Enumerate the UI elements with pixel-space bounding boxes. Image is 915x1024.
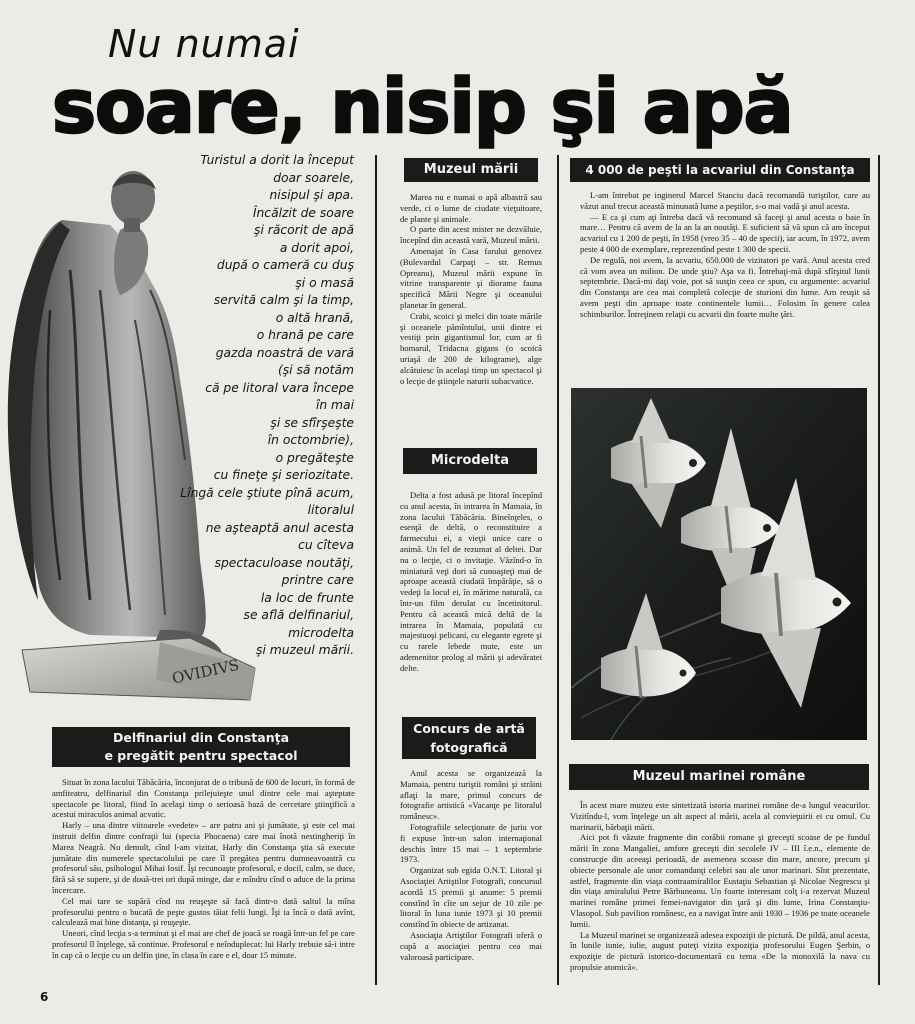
intro-line: şi răcorit de apă (254, 223, 354, 237)
intro-line: cu fineţe şi seriozitate. (213, 468, 354, 482)
intro-line: spectaculoase noutăţi, (214, 555, 354, 570)
paragraph: Amenajat în Casa farului genovez (Bulevardul Carpaţi – str. Remus Opreanu), Muzeul mării expune în vitrine transparente şi diorame fauna specifică Mării Negre şi oceanului planetar în general. (400, 245, 542, 310)
paragraph: În acest mare muzeu este sintetizată istoria marinei române de-a lungul veacurilor. Vizitîndu-l, vom înţelege un alt aspect al mării, acela al convieţuirii ei cu omul. Cu marinarii, bărbaţii mării. (570, 800, 870, 832)
intro-line: microdelta (288, 625, 354, 640)
paragraph: Fotografiile selecţionate de juriu vor fi expuse într-un salon internaţional deschis între 15 mai – 1 septembrie 1973. (400, 821, 542, 865)
column-rule (878, 155, 880, 985)
section-body-concurs (400, 768, 542, 984)
paragraph: Aici pot fi văzute fragmente din corăbii romane şi greceşti scoase de pe fundul mării în zona Mangaliei, amfore greceşti din secolele IV – III î.e.n., elemente de construcţie din aceeaşi perioadă, de asemenea scoase din mare, ancore, precum şi obiecte personale ale unor comandanţi celebri sau ale unor marinari. Sînt prezentate, astfel, fragmente din viaţa contraamiralilor Eustaţiu Sebastian şi Nicolae Negrescu şi din viaţa amiralului Petre Bărbuneanu. Un foarte interesant colţ i-a rezervat Muzeul marinei române primei femei-navigator din ţară şi din lume, Irina Constanţiu-Vlasopol. Sub pavilion românesc, ea a navigat între anii 1930 – 1936 pe toate oceanele lumii. (570, 832, 870, 929)
section-body-muzeul-marii (400, 192, 542, 442)
section-title: Microdelta (430, 453, 509, 468)
paragraph: Delta a fost adusă pe litoral începînd cu anul acesta, în intrarea în Mamaia, în zona lacului Tăbăcăria. Bineînţeles, o esenţă de deltă, o reconstituire a farmecului ei, a vieţii unice care o animă. Un fel de rezumat al deltei. Dar nu o lecţie, ci o invitaţie. Văzînd-o în miniatură veţi dori să cunoaşteţi mai de aproape această ciudată împărăţie, să o vedeţi la locul ei, în mărime naturală, ca într-un film derulat cu încetinitorul. Pentru că această mică deltă de la intrarea în Mamaia, populată cu majestuoşi pelicani, cu elegante egrete şi cu rarele lebede mute, este un ademenitor prolog al mării şi adevăratei delte. (400, 490, 542, 673)
intro-line: doar soarele, (273, 170, 354, 185)
intro-line: a dorit apoi, (279, 240, 354, 255)
intro-line: nisipul şi apa. (269, 188, 354, 202)
section-title: Muzeul marinei române (632, 769, 806, 784)
paragraph: Harly – una dintre viitoarele «vedete» – are patru ani şi jumătate, şi este cel mai instruit delfin dintre confraţii lui (specia Phocaena) care mai înotă nestingheriţi în Marea Neagră. Nu demult, cînd l-am vizitat, Harly din Constanţa ştia să execute jumătate din numerele spectacolului pe care îl pregătea pentru dumneavoastră cu profesorul său, psihologul Mihai Iosif. Îşi recunoaşte profesorul, e docil, calm, se duce, fără să se supere, şi de două-trei ori după minge, dar e mîndru cînd o aduce de la prima încercare. (52, 820, 355, 895)
column-rule (557, 155, 559, 985)
section-heading-concurs (402, 717, 536, 759)
paragraph: Asociaţia Artiştilor Fotografi oferă o cupă a asociaţiei pentru cea mai valoroasă participare. (400, 929, 542, 962)
intro-line: servită calm şi la timp, (213, 293, 354, 307)
section-heading-muzeul-marinei (569, 764, 869, 790)
section-heading-acvariu (570, 158, 870, 182)
intro-line: după o cameră cu duş (216, 258, 354, 272)
paragraph: De regulă, noi avem, la acvariu, 650.000 de vizitatori pe vară. Anul acesta cred că vom avea un milion. De unde ştiu? Aşa va fi. Întrebaţi-mă după sfîrşitul lunii septembrie. Dacă-mi daţi voie, pot să susţin ceea ce spun, cu argumente: acvariul din Constanţa are cea mai completă colecţie de sturioni din lume. Am reuşit să avem peşti din aproape toate continentele lumii… Folosim în genere calea schimburilor. Întreţinem relaţii cu acvarii din foarte multe ţări. (580, 254, 870, 319)
section-title-line: Concurs de artă (413, 721, 525, 736)
intro-line: în mai (315, 398, 354, 412)
intro-line: (şi să notăm (277, 363, 354, 377)
section-title-line: fotografică (430, 740, 508, 755)
intro-line: Lîngă cele ştiute pînă acum, (180, 485, 354, 500)
paragraph: La Muzeul marinei se organizează adesea expoziţii de pictură. De pildă, anul acesta, în lunile iunie, iulie, august puteţi vizita expoziţia profesorului Eugen Şerbin, o expoziţie de pictură istorico-documentară cu tema «De la monoxilă la nava cu propulsie atomică». (570, 929, 870, 972)
section-heading-microdelta (403, 448, 537, 474)
main-headline: soare, nisip şi apă (52, 64, 793, 150)
intro-line: şi o masă (295, 275, 354, 290)
paragraph: Uneori, cînd lecţia s-a terminat şi el mai are chef de joacă se roagă într-un fel pe care profesorul îl înţelege, să continue. Profesorul e neînduplecat: lui Harly trebuie să-i intre în cap că o lecţie cu un delfin ţine, în clasa în care e el, doar 15 minute. (52, 928, 355, 960)
paragraph: Cel mai tare se supără cînd nu reuşeşte să facă dintr-o dată saltul la mîna profesorului pentru o bucată de peşte gustos tăiat felii lungi. Îşi ia încă o dată avînt, calculează mai bine distanţa, şi reuşeşte. (52, 895, 355, 928)
paragraph: Anul acesta se organizează la Mamaia, pentru turiştii români şi străini aflaţi la mare, primul concurs de fotografie artistică «Vacanţe pe litoralul românesc». (400, 768, 542, 822)
intro-line: la loc de frunte (260, 590, 354, 605)
paragraph: Marea nu e numai o apă albastră sau verde, ci o lume de ciudate vieţuitoare, de plante şi animale. (400, 192, 542, 224)
intro-line: cu cîteva (298, 538, 354, 552)
column-rule (375, 155, 377, 985)
paragraph: L-am întrebat pe inginerul Marcel Stanciu dacă recomandă turiştilor, care au văzut anul trecut această minunată lume a peştilor, s-o mai vadă şi anul acesta. (580, 190, 870, 211)
section-title: Muzeul mării (423, 162, 519, 177)
intro-line: printre care (281, 573, 354, 587)
intro-line: ne aşteaptă anul acesta (205, 520, 354, 535)
intro-line: şi se sfîrşeşte (270, 415, 354, 430)
section-heading-delfinariul (52, 727, 350, 767)
intro-line: că pe litoral vara începe (205, 380, 354, 395)
paragraph: Organizat sub egida O.N.T. Litoral şi Asociaţiei Artiştilor Fotografi, concursul acordă 15 premii şi anume: 5 premii constînd în cîte un sejur de 10 zile pe litoral în luna iunie 1973 şi 10 premii constînd în obiecte de artizanat. (400, 865, 542, 930)
angelfish-photo (571, 388, 867, 740)
intro-line: gazda noastră de vară (215, 345, 354, 360)
section-title: 4 000 de peşti la acvariul din Constanţa (585, 163, 855, 177)
paragraph: Situat în zona lacului Tăbăcăria, înconjurat de o tribună de 600 de locuri, în formă de amfiteatru, delfinariul din Constanţa prilejuieşte unul dintre cele mai aşteptate spectacole pe litoral, fiind în acelaşi timp o serioasă bază de cercetare ştiinţifică a acestui miraculos animal acvatic. (52, 777, 355, 820)
section-title-line: Delfinariul din Constanţa (112, 730, 290, 745)
intro-line: o hrană pe care (256, 328, 354, 342)
intro-line: Turistul a dorit la început (200, 153, 354, 167)
page-number: 6 (40, 990, 49, 1004)
intro-line: în octombrie), (267, 433, 354, 447)
section-body-microdelta (400, 490, 542, 708)
kicker-title: Nu numai (108, 22, 300, 66)
paragraph: Crabi, scoici şi melci din toate mările şi oceanele pămîntului, unii dintre ei vestiţi prin gigantismul lor, cum ar fi homarul, Tridacna gigans (o scoică uriaşă de 200 de kilograme), alge alcătuiesc în acelaşi timp un spectacol şi o lecţie de ştiinţele naturii subacvatice. (400, 310, 542, 386)
section-body-acvariu (580, 190, 870, 382)
intro-line: o altă hrană, (275, 310, 354, 325)
intro-line: o pregăteşte (275, 450, 354, 465)
statue-inscription: OVIDIVS (170, 655, 241, 688)
section-body-delfinariul (52, 777, 355, 987)
paragraph: — E ca şi cum aţi întreba dacă vă recomand să faceţi şi anul acesta o baie în mare… Pentru că avem de la an la an noutăţi. E suficient să vă spun că am început acvariul cu 1 200 de peşti, în 1958 (vreo 35 – 40 de specii), iar acum, în 1972, avem peste 4 000 de exemplare, reprezentînd peste 1 300 de specii. (580, 211, 870, 254)
section-title-line: e pregătit pentru spectacol (104, 748, 298, 763)
intro-line: litoralul (307, 503, 354, 517)
intro-line: şi muzeul mării. (256, 643, 354, 657)
intro-line: Încălzit de soare (252, 205, 354, 220)
intro-line: se află delfinariul, (243, 608, 354, 622)
intro-verse (150, 152, 354, 660)
section-heading-muzeul-marii (404, 158, 538, 182)
paragraph: O parte din acest mister ne dezvăluie, începînd din această vară, Muzeul mării. (400, 224, 542, 246)
section-body-muzeul-marinei (570, 800, 870, 984)
